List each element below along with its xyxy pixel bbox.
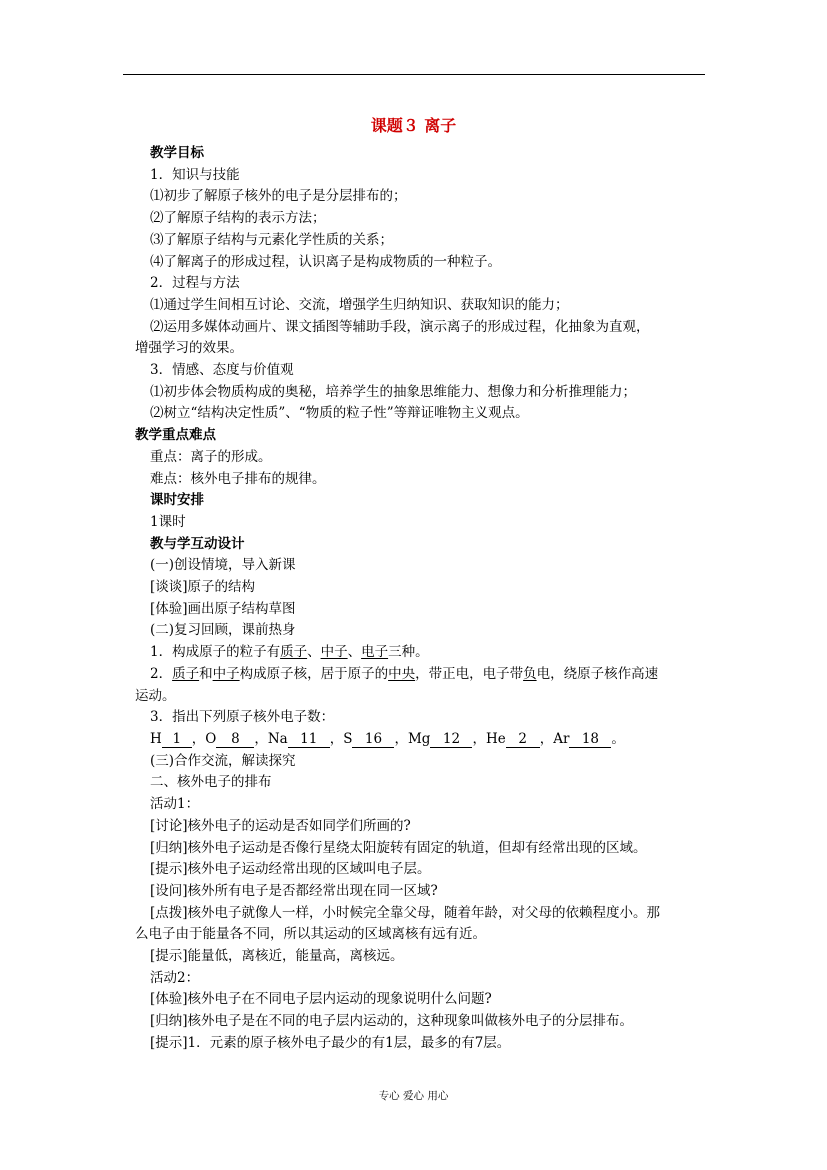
activity-item: [归纳]核外电子运动是否像行星绕太阳旋转有固定的轨道，但却有经常出现的区域。 [150,839,647,856]
question-2-continued: 运动。 [135,687,176,704]
answer-fill: 电子 [361,644,389,661]
answer-fill: 中子 [212,665,240,682]
activity-label: 活动2： [150,969,200,986]
question-3: 3．指出下列原子核外电子数： [150,709,335,726]
answer-blank: 12 [430,731,472,748]
activity-item: [提示]核外电子运动经常出现的区域叫电子层。 [150,861,431,878]
section-heading-design: 教与学互动设计 [150,535,245,552]
page-title: 课题３ 离子 [370,116,457,135]
answer-blank: 8 [216,731,254,748]
subsection-knowledge: 1．知识与技能 [150,166,240,183]
key-focus: 重点：离子的形成。 [150,448,272,465]
page-footer: 专心 爱心 用心 [378,1090,449,1102]
answer-blank: 1 [162,731,192,748]
objective-item: ⑶了解原子结构与元素化学性质的关系； [150,231,393,248]
activity-item: [点拨]核外电子就像人一样，小时候完全靠父母，随着年龄，对父母的依赖程度小。那 [150,904,661,921]
activity-item: [体验]核外电子在不同电子层内运动的现象说明什么问题? [150,991,492,1008]
objective-item: ⑴初步了解原子核外的电子是分层排布的； [150,188,407,205]
key-difficulty: 难点：核外电子排布的规律。 [150,470,326,487]
design-item: [体验]画出原子结构草图 [150,600,296,617]
answer-fill: 质子 [280,644,308,661]
objective-item: ⑵树立“结构决定性质”、“物质的粒子性”等辩证唯物主义观点。 [150,405,529,422]
design-step: (二)复习回顾，课前热身 [150,622,296,639]
objective-item-continued: 增强学习的效果。 [135,340,243,357]
activity-label: 活动1： [150,796,200,813]
atom-entry: He 2 ， [485,730,554,747]
design-step: (一)创设情境，导入新课 [150,557,296,574]
atom-entry: O 8 ， [205,730,268,747]
design-item: [谈谈]原子的结构 [150,579,256,596]
section-heading-key: 教学重点难点 [135,427,216,444]
answer-fill: 质子 [172,665,200,682]
answer-blank: 16 [352,731,394,748]
question-1: 1．构成原子的粒子有质子、中子、电子三种。 [150,644,429,661]
design-step: (三)合作交流，解读探究 [150,752,296,769]
atom-entry: S 16 ， [343,730,408,747]
activity-item: [提示]能量低，离核近，能量高，离核远。 [150,948,404,965]
section-heading-objectives: 教学目标 [150,145,204,161]
objective-item: ⑵运用多媒体动画片、课文插图等辅助手段，演示离子的形成过程，化抽象为直观， [150,318,650,335]
activity-item-continued: 么电子由于能量各不同，所以其运动的区域离核有远有近。 [135,926,486,943]
subsection-emotion: 3．情感、态度与价值观 [150,362,294,379]
answer-blank: 18 [569,731,611,748]
question-2: 2．质子和中子构成原子核，居于原子的中央，带正电，电子带负电，绕原子核作高速 [150,665,659,682]
activity-item: [提示]1．元素的原子核外电子最少的有1层，最多的有7层。 [150,1034,511,1051]
answer-fill: 负 [523,665,537,682]
atom-entry: Ar 18 [553,731,611,747]
objective-item: ⑴初步体会物质构成的奥秘，培养学生的抽象思维能力、想像力和分析推理能力； [150,383,636,400]
header-rule [123,74,705,75]
answer-blank: 2 [506,731,540,748]
answer-fill: 中子 [320,644,348,661]
activity-item: [归纳]核外电子是在不同的电子层内运动的，这种现象叫做核外电子的分层排布。 [150,1013,634,1030]
atom-electron-list: H 1 ，O 8 ，Na 11 ，S 16 ，Mg 12 ，He 2 ，Ar 18 。 [150,730,625,747]
objective-item: ⑴通过学生间相互讨论、交流，增强学生归纳知识、获取知识的能力； [150,296,569,313]
activity-item: [设问]核外所有电子是否都经常出现在同一区域? [150,882,438,899]
objective-item: ⑵了解原子结构的表示方法； [150,210,326,227]
answer-blank: 11 [288,731,330,748]
subsection-process: 2．过程与方法 [150,275,240,292]
objective-item: ⑷了解离子的形成过程，认识离子是构成物质的一种粒子。 [150,253,501,270]
atom-entry: H 1 ， [150,730,206,747]
schedule-value: 1课时 [150,513,186,530]
activity-item: [讨论]核外电子的运动是否如同学们所画的? [150,817,411,834]
answer-fill: 中央 [388,665,416,682]
document-body [135,143,705,1055]
atom-entry: Na 11 ， [267,730,344,747]
atom-entry: Mg 12 ， [407,730,486,747]
section-heading-schedule: 课时安排 [150,492,204,509]
design-subheading: 二、核外电子的排布 [150,774,272,791]
